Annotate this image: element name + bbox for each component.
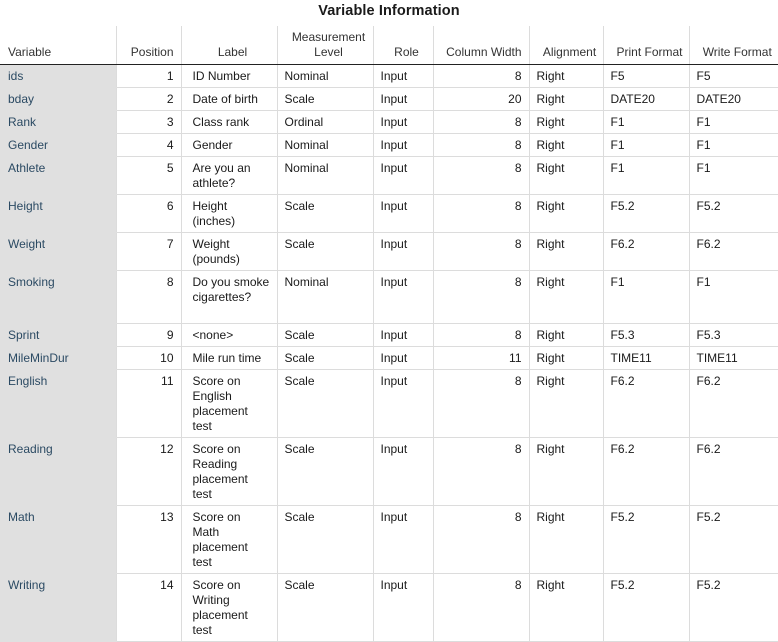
cell-write-format: F1: [689, 111, 778, 134]
cell-print-format: F1: [603, 271, 689, 324]
cell-alignment: Right: [529, 438, 603, 506]
cell-label: Weight (pounds): [181, 233, 277, 271]
cell-write-format: F5.2: [689, 574, 778, 642]
cell-variable: MileMinDur: [0, 347, 116, 370]
cell-variable: Weight: [0, 233, 116, 271]
cell-column-width: 8: [433, 574, 529, 642]
cell-position: 2: [116, 88, 181, 111]
cell-label: Are you an athlete?: [181, 157, 277, 195]
cell-column-width: 11: [433, 347, 529, 370]
column-header-write-format: Write Format: [689, 26, 778, 65]
cell-alignment: Right: [529, 574, 603, 642]
cell-variable: Athlete: [0, 157, 116, 195]
cell-write-format: F6.2: [689, 370, 778, 438]
cell-position: 9: [116, 324, 181, 347]
cell-position: 11: [116, 370, 181, 438]
table-row: [0, 506, 778, 574]
cell-position: 5: [116, 157, 181, 195]
table-row: [0, 438, 778, 506]
cell-write-format: F5.2: [689, 506, 778, 574]
cell-print-format: F5.2: [603, 506, 689, 574]
cell-label: Height (inches): [181, 195, 277, 233]
cell-alignment: Right: [529, 324, 603, 347]
cell-variable: Smoking: [0, 271, 116, 324]
column-header-print-format: Print Format: [603, 26, 689, 65]
cell-role: Input: [373, 233, 433, 271]
cell-print-format: F5.3: [603, 324, 689, 347]
cell-write-format: DATE20: [689, 88, 778, 111]
cell-write-format: F5.3: [689, 324, 778, 347]
cell-role: Input: [373, 157, 433, 195]
table-row: [0, 134, 778, 157]
cell-measurement-level: Scale: [277, 370, 373, 438]
column-header-role: Role: [373, 26, 433, 65]
cell-position: 10: [116, 347, 181, 370]
cell-column-width: 8: [433, 157, 529, 195]
cell-write-format: F1: [689, 157, 778, 195]
cell-role: Input: [373, 438, 433, 506]
cell-label: Score on Reading placement test: [181, 438, 277, 506]
cell-write-format: F6.2: [689, 233, 778, 271]
cell-print-format: F1: [603, 157, 689, 195]
cell-position: 3: [116, 111, 181, 134]
column-header-position: Position: [116, 26, 181, 65]
table-row: [0, 157, 778, 195]
cell-measurement-level: Nominal: [277, 65, 373, 88]
cell-write-format: F5: [689, 65, 778, 88]
cell-role: Input: [373, 111, 433, 134]
cell-position: 12: [116, 438, 181, 506]
column-header-measurement-level: Measurement Level: [277, 26, 373, 65]
cell-position: 4: [116, 134, 181, 157]
cell-alignment: Right: [529, 134, 603, 157]
cell-alignment: Right: [529, 88, 603, 111]
cell-column-width: 8: [433, 438, 529, 506]
cell-measurement-level: Nominal: [277, 157, 373, 195]
cell-label: ID Number: [181, 65, 277, 88]
cell-label: Score on Math placement test: [181, 506, 277, 574]
cell-column-width: 8: [433, 370, 529, 438]
cell-variable: Gender: [0, 134, 116, 157]
cell-position: 13: [116, 506, 181, 574]
cell-label: Score on Writing placement test: [181, 574, 277, 642]
table-row: [0, 324, 778, 347]
cell-alignment: Right: [529, 157, 603, 195]
cell-variable: ids: [0, 65, 116, 88]
header-row: [0, 26, 778, 65]
cell-measurement-level: Scale: [277, 88, 373, 111]
cell-role: Input: [373, 88, 433, 111]
cell-variable: English: [0, 370, 116, 438]
cell-alignment: Right: [529, 347, 603, 370]
cell-role: Input: [373, 506, 433, 574]
cell-role: Input: [373, 347, 433, 370]
table-row: [0, 195, 778, 233]
cell-measurement-level: Scale: [277, 347, 373, 370]
column-header-column-width: Column Width: [433, 26, 529, 65]
cell-measurement-level: Scale: [277, 574, 373, 642]
cell-position: 8: [116, 271, 181, 324]
table-row: [0, 574, 778, 642]
column-header-variable: Variable: [0, 26, 116, 65]
cell-measurement-level: Nominal: [277, 134, 373, 157]
cell-measurement-level: Scale: [277, 438, 373, 506]
cell-print-format: TIME11: [603, 347, 689, 370]
cell-measurement-level: Ordinal: [277, 111, 373, 134]
table-row: [0, 88, 778, 111]
cell-alignment: Right: [529, 506, 603, 574]
cell-variable: Reading: [0, 438, 116, 506]
cell-measurement-level: Scale: [277, 195, 373, 233]
cell-column-width: 8: [433, 506, 529, 574]
cell-role: Input: [373, 65, 433, 88]
cell-label: Do you smoke cigarettes?: [181, 271, 277, 324]
cell-print-format: F6.2: [603, 233, 689, 271]
cell-print-format: F6.2: [603, 438, 689, 506]
cell-alignment: Right: [529, 370, 603, 438]
cell-label: Gender: [181, 134, 277, 157]
table-row: [0, 271, 778, 324]
table-row: [0, 65, 778, 88]
cell-variable: Rank: [0, 111, 116, 134]
cell-position: 7: [116, 233, 181, 271]
cell-label: Date of birth: [181, 88, 277, 111]
cell-measurement-level: Scale: [277, 233, 373, 271]
cell-measurement-level: Scale: [277, 506, 373, 574]
cell-role: Input: [373, 195, 433, 233]
cell-alignment: Right: [529, 233, 603, 271]
cell-variable: Height: [0, 195, 116, 233]
cell-label: Score on English placement test: [181, 370, 277, 438]
cell-role: Input: [373, 324, 433, 347]
cell-column-width: 8: [433, 233, 529, 271]
cell-print-format: F5.2: [603, 195, 689, 233]
variable-information-table: [0, 26, 778, 642]
cell-column-width: 8: [433, 111, 529, 134]
cell-position: 1: [116, 65, 181, 88]
cell-print-format: F5: [603, 65, 689, 88]
cell-alignment: Right: [529, 111, 603, 134]
table-row: [0, 233, 778, 271]
cell-variable: Writing: [0, 574, 116, 642]
cell-column-width: 8: [433, 65, 529, 88]
cell-write-format: F6.2: [689, 438, 778, 506]
cell-write-format: TIME11: [689, 347, 778, 370]
cell-column-width: 20: [433, 88, 529, 111]
cell-variable: Sprint: [0, 324, 116, 347]
cell-print-format: F1: [603, 111, 689, 134]
cell-column-width: 8: [433, 195, 529, 233]
cell-role: Input: [373, 370, 433, 438]
cell-variable: Math: [0, 506, 116, 574]
cell-role: Input: [373, 574, 433, 642]
cell-role: Input: [373, 271, 433, 324]
cell-measurement-level: Scale: [277, 324, 373, 347]
cell-alignment: Right: [529, 65, 603, 88]
cell-label: <none>: [181, 324, 277, 347]
cell-write-format: F1: [689, 134, 778, 157]
column-header-label: Label: [181, 26, 277, 65]
cell-print-format: F5.2: [603, 574, 689, 642]
cell-write-format: F5.2: [689, 195, 778, 233]
cell-print-format: F6.2: [603, 370, 689, 438]
cell-alignment: Right: [529, 271, 603, 324]
cell-alignment: Right: [529, 195, 603, 233]
cell-column-width: 8: [433, 271, 529, 324]
cell-write-format: F1: [689, 271, 778, 324]
cell-label: Mile run time: [181, 347, 277, 370]
cell-role: Input: [373, 134, 433, 157]
table-row: [0, 111, 778, 134]
cell-position: 14: [116, 574, 181, 642]
cell-measurement-level: Nominal: [277, 271, 373, 324]
cell-column-width: 8: [433, 134, 529, 157]
cell-print-format: DATE20: [603, 88, 689, 111]
column-header-alignment: Alignment: [529, 26, 603, 65]
cell-label: Class rank: [181, 111, 277, 134]
cell-position: 6: [116, 195, 181, 233]
cell-variable: bday: [0, 88, 116, 111]
table-row: [0, 347, 778, 370]
cell-print-format: F1: [603, 134, 689, 157]
table-title: Variable Information: [318, 3, 460, 19]
cell-column-width: 8: [433, 324, 529, 347]
table-row: [0, 370, 778, 438]
